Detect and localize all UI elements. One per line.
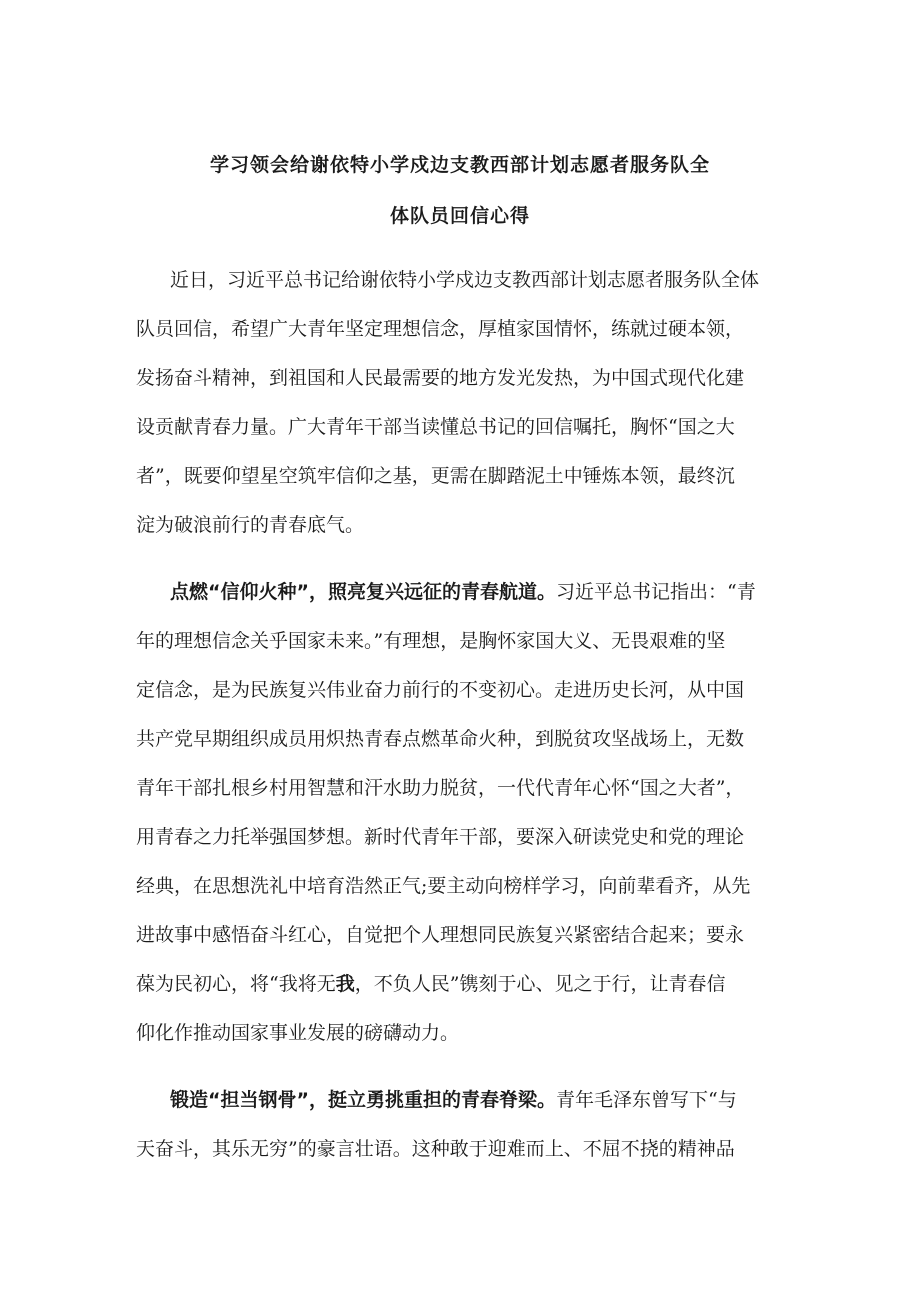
document-title-line-2: 体队员回信心得 [389,205,530,227]
paragraph-lead-heading: 锻造“担当钢骨”，挺立勇挑重担的青春脊梁。 [170,1089,556,1111]
text-line: 年的理想信念关乎国家未来。”有理想，是胸怀家国大义、无畏艰难的坚 [136,630,726,652]
paragraph-lead-heading: 点燃“信仰火种”，照亮复兴远征的青春航道。 [170,581,556,603]
text-line: 天奋斗，其乐无穷”的豪言壮语。这种敢于迎难而上、不屈不挠的精神品 [136,1138,735,1160]
text-line: 定信念，是为民族复兴伟业奋力前行的不变初心。走进历史长河，从中国 [136,679,745,701]
document-title-line-1: 学习领会给谢依特小学戍边支教西部计划志愿者服务队全 [209,154,710,176]
text-line: 共产党早期组织成员用炽热青春点燃革命火种，到脱贫攻坚战场上，无数 [136,728,745,750]
text-line: 淀为破浪前行的青春底气。 [136,514,365,536]
text-line: 队员回信，希望广大青年坚定理想信念，厚植家国情怀，练就过硬本领， [136,318,745,340]
text-line: 近日，习近平总书记给谢依特小学戍边支教西部计划志愿者服务队全体 [170,269,760,291]
text-line: 进故事中感悟奋斗红心，自觉把个人理想同民族复兴紧密结合起来；要永 [136,924,745,946]
text-span: 青年毛泽东曾写下“与 [555,1089,737,1111]
bold-char: 我 [335,973,355,995]
text-line: 用青春之力托举强国梦想。新时代青年干部，要深入研读党史和党的理论 [136,826,745,848]
text-line [136,969,725,999]
text-line: 仰化作推动国家事业发展的磅礴动力。 [136,1022,460,1044]
text-span: 葆为民初心，将“我将无 [136,973,336,995]
text-line: 经典，在思想洗礼中培育浩然正气;要主动向榜样学习，向前辈看齐，从先 [136,875,751,897]
text-span: 习近平总书记指出：“青 [555,581,756,603]
text-line [170,577,756,607]
text-line [170,1085,737,1115]
text-line: 发扬奋斗精神，到祖国和人民最需要的地方发光发热，为中国式现代化建 [136,367,745,389]
text-line: 者”，既要仰望星空筑牢信仰之基，更需在脚踏泥土中锤炼本领，最终沉 [136,465,735,487]
text-line: 青年干部扎根乡村用智慧和汗水助力脱贫，一代代青年心怀“国之大者”， [136,777,745,799]
text-line: 设贡献青春力量。广大青年干部当读懂总书记的回信嘱托，胸怀“国之大 [136,416,735,438]
text-span: ，不负人民”镌刻于心、见之于行，让青春信 [354,973,726,995]
